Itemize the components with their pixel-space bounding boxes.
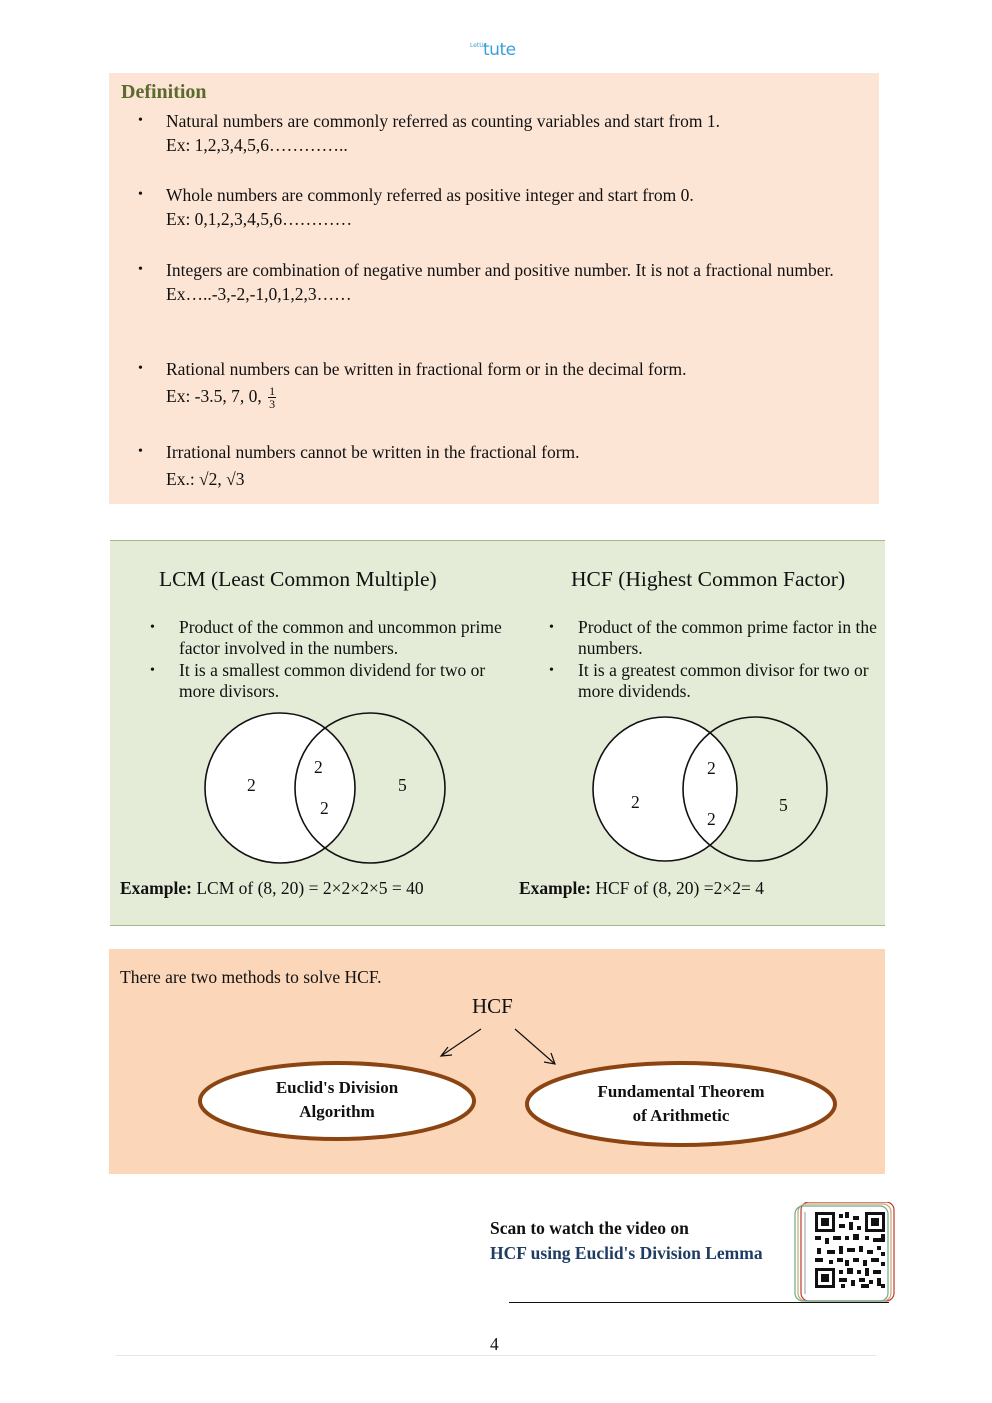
hcf-venn-left-value: 2	[631, 792, 640, 812]
fundamental-line2: of Arithmetic	[632, 1106, 730, 1125]
footer-divider	[116, 1355, 876, 1356]
definition-text: Integers are combination of negative number and positive number. It is not a fractional number.	[166, 260, 834, 280]
bullet-icon: •	[138, 187, 143, 202]
definition-example: Ex: 1,2,3,4,5,6…………..	[166, 135, 348, 155]
hcf-venn-middle-top-value: 2	[707, 758, 716, 778]
definition-text: Irrational numbers cannot be written in the fractional form.	[166, 442, 580, 462]
euclid-line1: Euclid's Division	[275, 1078, 399, 1097]
lcm-example	[120, 878, 424, 899]
lcm-venn-left-value: 2	[247, 775, 256, 795]
methods-diagram	[109, 949, 885, 1174]
definition-example: Ex.: √2, √3	[166, 469, 245, 489]
lcm-bullet-list	[150, 617, 505, 703]
brand-logo	[470, 40, 530, 62]
lcm-hcf-box	[110, 540, 885, 926]
lcm-venn-diagram	[200, 711, 460, 871]
example-text: LCM of (8, 20) = 2×2×2×5 = 40	[196, 878, 424, 898]
bullet-icon: •	[138, 444, 143, 459]
hcf-venn-right-value: 5	[779, 795, 788, 815]
example-label: Example:	[120, 878, 192, 898]
hcf-venn-diagram	[589, 711, 839, 871]
lcm-bullet: • Product of the common and uncommon prime factor involved in the numbers.	[150, 617, 505, 659]
bullet-icon: •	[138, 113, 143, 128]
definition-title: Definition	[121, 81, 207, 103]
example-text: HCF of (8, 20) =2×2= 4	[595, 878, 764, 898]
hcf-bullet-list	[549, 617, 879, 703]
lcm-title: LCM (Least Common Multiple)	[159, 567, 437, 591]
fraction-denominator: 3	[269, 397, 276, 412]
definition-example: Ex: -3.5, 7, 0,	[166, 386, 262, 406]
euclid-method-label	[237, 1076, 437, 1124]
lcm-venn-middle-bottom-value: 2	[320, 798, 329, 818]
arrow-right-line	[515, 1029, 555, 1064]
hcf-title: HCF (Highest Common Factor)	[571, 567, 846, 591]
bullet-icon: •	[138, 361, 143, 376]
fraction	[268, 385, 276, 410]
euclid-line2: Algorithm	[299, 1102, 375, 1121]
lcm-column	[110, 541, 505, 925]
arrow-left-line	[441, 1029, 481, 1056]
qr-code-icon[interactable]	[793, 1202, 896, 1303]
hcf-methods-box	[109, 949, 885, 1174]
scan-video-title[interactable]: HCF using Euclid's Division Lemma	[490, 1243, 763, 1263]
logo-small-text: LetUs	[470, 42, 487, 49]
hcf-column	[509, 541, 885, 925]
fundamental-theorem-label	[561, 1080, 801, 1128]
definition-text: Whole numbers are commonly referred as positive integer and start from 0.	[166, 185, 694, 205]
methods-root-label: HCF	[472, 994, 513, 1018]
definition-text: Natural numbers are commonly referred as counting variables and start from 1.	[166, 111, 720, 131]
definition-box	[109, 73, 879, 504]
hcf-bullet: • Product of the common prime factor in the numbers.	[549, 617, 879, 659]
lcm-venn-middle-top-value: 2	[314, 757, 323, 777]
venn-left-circle	[593, 717, 737, 861]
arrow-left-head	[441, 1047, 452, 1056]
hcf-example	[519, 878, 764, 899]
definition-example-row	[166, 384, 856, 410]
venn-left-circle	[205, 713, 355, 863]
methods-intro: There are two methods to solve HCF.	[120, 967, 382, 987]
definition-example: Ex…..-3,-2,-1,0,1,2,3……	[166, 284, 352, 304]
definition-example: Ex: 0,1,2,3,4,5,6…………	[166, 209, 353, 229]
scan-line1: Scan to watch the video on	[490, 1218, 689, 1238]
fraction-numerator: 1	[269, 384, 276, 399]
page-number: 4	[490, 1334, 499, 1354]
lcm-bullet: • It is a smallest common dividend for two or more divisors.	[150, 660, 505, 702]
bullet-icon: •	[138, 262, 143, 277]
lcm-venn-right-value: 5	[398, 775, 407, 795]
definition-text: Rational numbers can be written in fractional form or in the decimal form.	[166, 359, 687, 379]
scan-callout	[490, 1216, 763, 1266]
fundamental-line1: Fundamental Theorem	[597, 1082, 765, 1101]
hcf-bullet: • It is a greatest common divisor for two or more dividends.	[549, 660, 879, 702]
logo-text: tute	[483, 40, 516, 60]
hcf-venn-middle-bottom-value: 2	[707, 809, 716, 829]
example-label: Example:	[519, 878, 591, 898]
